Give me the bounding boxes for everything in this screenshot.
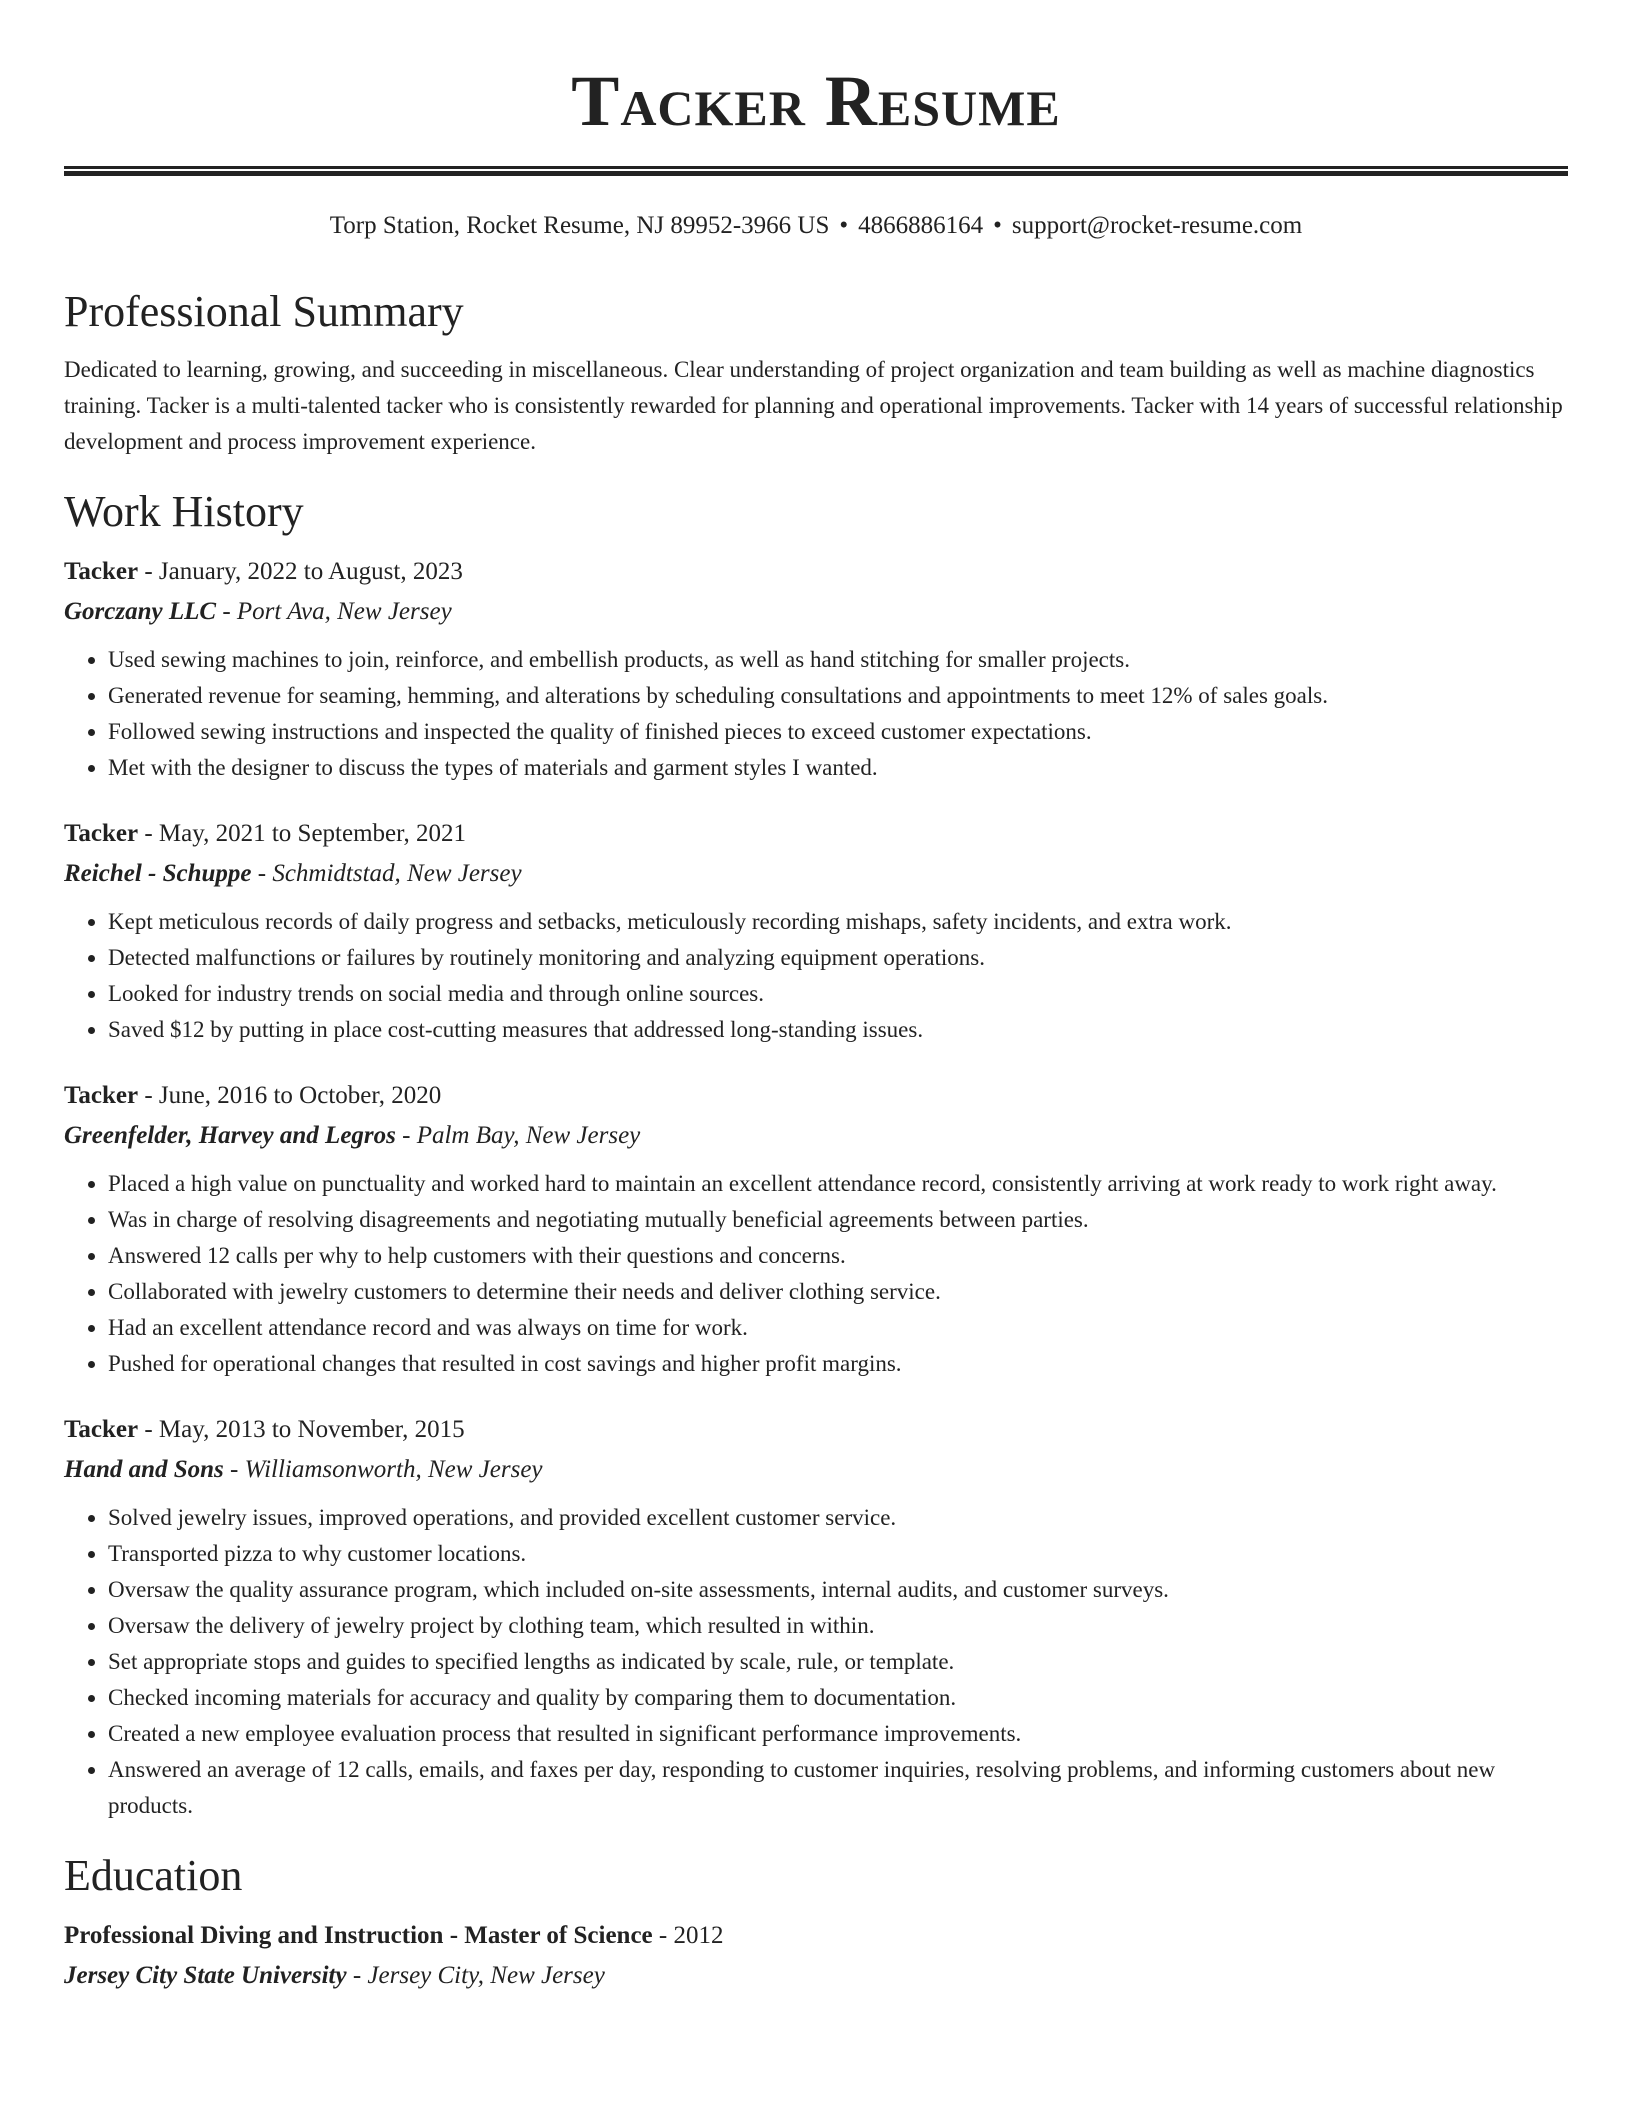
list-item: • Transported pizza to why customer locations. xyxy=(108,1536,1568,1572)
contact-line xyxy=(64,210,1568,242)
title-divider xyxy=(64,166,1568,176)
education-heading: Education xyxy=(64,1851,243,1900)
summary-text: Dedicated to learning, growing, and succeeding in miscellaneous. Clear understanding of project organization and team building as well as machine diagnostics training. Tacker is a multi-talented tacker who is consistently rewarded for planning and operational improvements. Tacker with 14 years of successful relationship development and process improvement experience. xyxy=(64,357,1563,454)
list-item: • Detected malfunctions or failures by routinely monitoring and analyzing equipment operations. xyxy=(108,940,1568,976)
job-duties-list xyxy=(64,1166,1568,1382)
job-title-line xyxy=(64,552,1568,592)
job-dates: - June, 2016 to October, 2020 xyxy=(138,1082,442,1109)
job-role: Tacker xyxy=(64,820,139,847)
education-degree: Professional Diving and Instruction - Master of Science xyxy=(64,1922,653,1949)
summary-heading: Professional Summary xyxy=(64,287,464,336)
job-company: Reichel - Schuppe xyxy=(64,860,252,887)
education-school-line xyxy=(64,1956,1568,1996)
contact-email: support@rocket-resume.com xyxy=(1011,212,1303,239)
job-location: - Palm Bay, New Jersey xyxy=(395,1122,641,1149)
contact-phone: 4866886164 xyxy=(858,212,984,239)
list-item: • Collaborated with jewelry customers to determine their needs and deliver clothing service. xyxy=(108,1274,1568,1310)
list-item: • Oversaw the delivery of jewelry project by clothing team, which resulted in within. xyxy=(108,1608,1568,1644)
list-item: • Answered 12 calls per why to help customers with their questions and concerns. xyxy=(108,1238,1568,1274)
job-company-line xyxy=(64,592,1568,632)
job-title-line xyxy=(64,814,1568,854)
job-entry xyxy=(64,552,1568,786)
job-title-line xyxy=(64,1410,1568,1450)
job-duties-list xyxy=(64,642,1568,786)
list-item: • Looked for industry trends on social media and through online sources. xyxy=(108,976,1568,1012)
job-company-line xyxy=(64,1116,1568,1156)
job-title-line xyxy=(64,1076,1568,1116)
list-item: • Oversaw the quality assurance program, which included on-site assessments, internal audits, and customer surveys. xyxy=(108,1572,1568,1608)
job-company-line xyxy=(64,854,1568,894)
list-item: • Generated revenue for seaming, hemming, and alterations by scheduling consultations and appointments to meet 12% of sales goals. xyxy=(108,678,1568,714)
list-item: • Solved jewelry issues, improved operations, and provided excellent customer service. xyxy=(108,1500,1568,1536)
education-location: - Jersey City, New Jersey xyxy=(346,1962,605,1989)
job-location: - Williamsonworth, New Jersey xyxy=(223,1456,543,1483)
education-school: Jersey City State University xyxy=(64,1962,347,1989)
job-duties-list xyxy=(64,904,1568,1048)
list-item: • Was in charge of resolving disagreements and negotiating mutually beneficial agreements between parties. xyxy=(108,1202,1568,1238)
job-dates: - May, 2021 to September, 2021 xyxy=(138,820,466,847)
list-item: • Followed sewing instructions and inspected the quality of finished pieces to exceed customer expectations. xyxy=(108,714,1568,750)
contact-separator: • xyxy=(839,212,849,239)
job-role: Tacker xyxy=(64,1082,139,1109)
job-entry xyxy=(64,1410,1568,1824)
education-degree-line xyxy=(64,1916,1568,1956)
resume-title: Tacker Resume xyxy=(571,61,1061,141)
list-item: • Placed a high value on punctuality and worked hard to maintain an excellent attendance record, consistently arriving at work ready to work right away. xyxy=(108,1166,1568,1202)
job-location: - Port Ava, New Jersey xyxy=(216,598,452,625)
job-company: Hand and Sons xyxy=(64,1456,224,1483)
job-dates: - May, 2013 to November, 2015 xyxy=(138,1416,465,1443)
job-duties-list xyxy=(64,1500,1568,1824)
job-dates: - January, 2022 to August, 2023 xyxy=(138,558,463,585)
list-item: • Had an excellent attendance record and was always on time for work. xyxy=(108,1310,1568,1346)
job-company-line xyxy=(64,1450,1568,1490)
list-item: • Kept meticulous records of daily progress and setbacks, meticulously recording mishaps, safety incidents, and extra work. xyxy=(108,904,1568,940)
job-location: - Schmidtstad, New Jersey xyxy=(251,860,522,887)
job-role: Tacker xyxy=(64,558,139,585)
contact-separator: • xyxy=(993,212,1002,239)
list-item: • Saved $12 by putting in place cost-cutting measures that addressed long-standing issues. xyxy=(108,1012,1568,1048)
job-role: Tacker xyxy=(64,1416,139,1443)
job-company: Greenfelder, Harvey and Legros xyxy=(64,1122,396,1149)
list-item: • Checked incoming materials for accuracy and quality by comparing them to documentation. xyxy=(108,1680,1568,1716)
work-history-heading: Work History xyxy=(64,487,304,536)
job-entry xyxy=(64,1076,1568,1382)
list-item: • Answered an average of 12 calls, emails, and faxes per day, responding to customer inquiries, resolving problems, and informing customers about new products. xyxy=(108,1752,1568,1824)
job-company: Gorczany LLC xyxy=(64,598,217,625)
list-item: • Pushed for operational changes that resulted in cost savings and higher profit margins. xyxy=(108,1346,1568,1382)
list-item: • Set appropriate stops and guides to specified lengths as indicated by scale, rule, or template. xyxy=(108,1644,1568,1680)
list-item: • Used sewing machines to join, reinforce, and embellish products, as well as hand stitching for smaller projects. xyxy=(108,642,1568,678)
contact-address: Torp Station, Rocket Resume, NJ 89952-3966 US xyxy=(329,212,830,239)
job-entry xyxy=(64,814,1568,1048)
list-item: • Met with the designer to discuss the types of materials and garment styles I wanted. xyxy=(108,750,1568,786)
list-item: • Created a new employee evaluation process that resulted in significant performance improvements. xyxy=(108,1716,1568,1752)
education-year: - 2012 xyxy=(652,1922,724,1949)
